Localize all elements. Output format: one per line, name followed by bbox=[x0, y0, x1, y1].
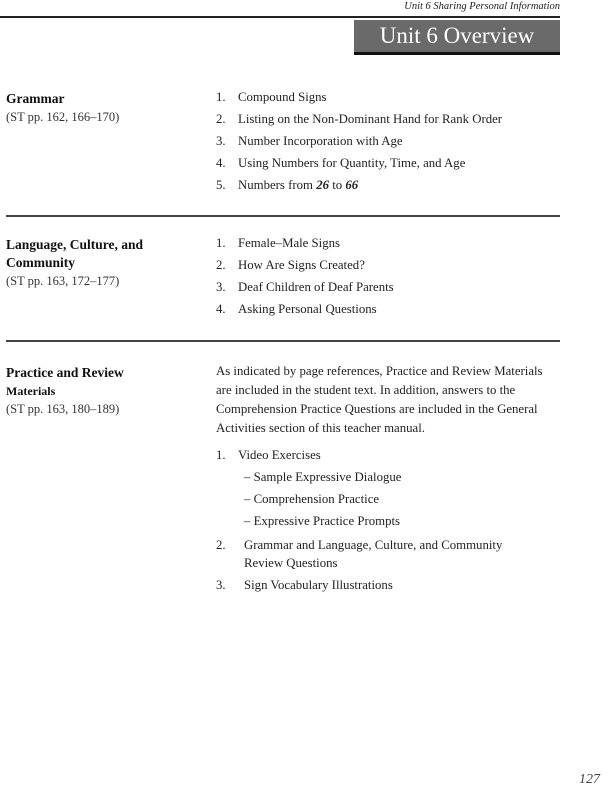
language-title-line1: Language, Culture, and bbox=[6, 237, 144, 252]
list-item: 2. Listing on the Non-Dominant Hand for Rank Order bbox=[216, 112, 503, 126]
running-head: Unit 6 Sharing Personal Information bbox=[404, 1, 560, 12]
section-title bbox=[6, 90, 196, 126]
practice-ref: (ST pp. 163, 180–189) bbox=[6, 402, 120, 416]
language-list bbox=[216, 232, 561, 320]
list-item: 1. Video Exercises bbox=[216, 448, 321, 462]
practice-paragraph: As indicated by page references, Practice and Review Materials are included in the student text. In addition, answers to the Comprehension Practice Questions are included in the General Activities section of this teacher manual. bbox=[216, 364, 543, 435]
list-item: 4. Asking Personal Questions bbox=[216, 302, 377, 316]
list-item: 3. Sign Vocabulary Illustrations bbox=[216, 578, 393, 592]
list-item: 4. Using Numbers for Quantity, Time, and Age bbox=[216, 156, 466, 170]
sub-item: – Comprehension Practice bbox=[244, 492, 380, 506]
grammar-title: Grammar bbox=[6, 91, 65, 106]
practice-title-line1: Practice and Review bbox=[6, 365, 124, 380]
list-item: 5. Numbers from 26 to 66 bbox=[216, 178, 359, 192]
divider bbox=[6, 215, 560, 217]
list-item: 1. Compound Signs bbox=[216, 90, 327, 104]
sub-item: – Sample Expressive Dialogue bbox=[244, 470, 402, 484]
divider bbox=[6, 340, 560, 342]
section-title bbox=[6, 236, 196, 290]
list-item: 2. Grammar and Language, Culture, and Community Review Questions bbox=[216, 538, 503, 570]
practice-body bbox=[216, 362, 561, 594]
grammar-ref: (ST pp. 162, 166–170) bbox=[6, 110, 120, 124]
grammar-list bbox=[216, 86, 561, 196]
practice-title-line2: Materials bbox=[6, 384, 56, 398]
section-title bbox=[6, 364, 196, 418]
language-title-line2: Community bbox=[6, 255, 76, 270]
list-item: 1. Female–Male Signs bbox=[216, 236, 341, 250]
sub-item: – Expressive Practice Prompts bbox=[244, 514, 401, 528]
language-ref: (ST pp. 163, 172–177) bbox=[6, 274, 120, 288]
list-item: 3. Deaf Children of Deaf Parents bbox=[216, 280, 394, 294]
list-item: 3. Number Incorporation with Age bbox=[216, 134, 403, 148]
page-number: 127 bbox=[579, 772, 600, 787]
page-title: Unit 6 Overview bbox=[354, 20, 560, 55]
top-rule bbox=[0, 16, 560, 18]
list-item: 2. How Are Signs Created? bbox=[216, 258, 365, 272]
